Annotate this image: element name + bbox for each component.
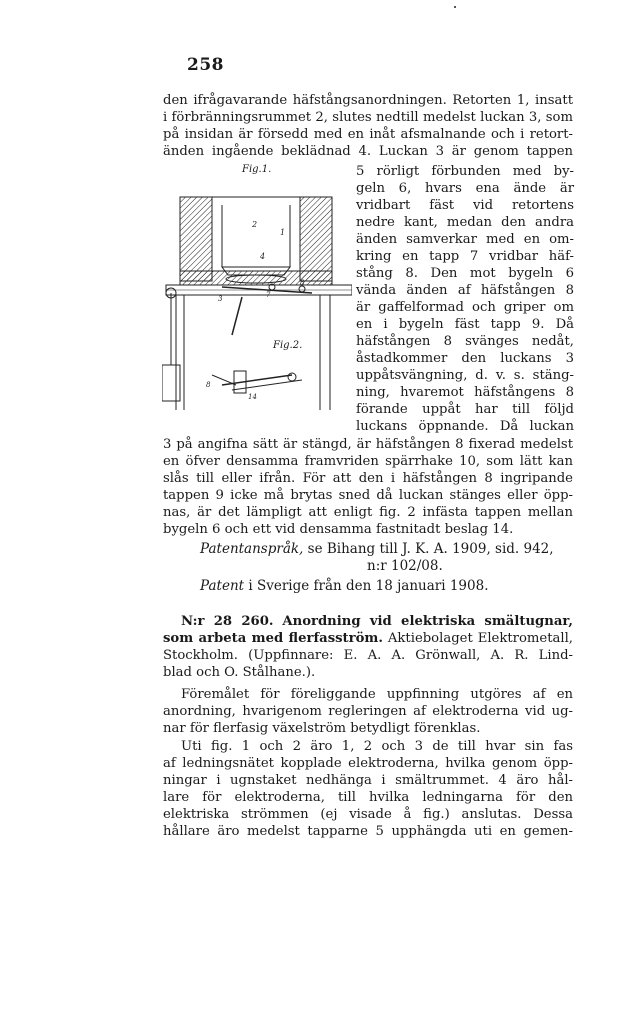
text-line: anordning, hvarigenom regleringen af elektroderna vid ug- [163,704,573,719]
patent-claims-reference [200,541,554,558]
text-line: vridbart fäst vid retortens [356,198,574,213]
text-line: är gaffelformad och griper om [356,300,574,315]
entry-2-applicant: Aktiebolaget Elektrometall, [387,631,573,646]
text-line: änden ingående beklädnad 4. Luckan 3 är genom tappen [163,144,573,159]
text-line: af ledningsnätet kopplade elektroderna, hvilka genom öpp- [163,756,573,771]
text-line: 3 på angifna sätt är stängd, är häfstången 8 fixerad medelst [163,437,573,452]
svg-text:7: 7 [266,291,271,299]
patent-figure [162,175,352,425]
text-line: änden samverkar med en om- [356,232,574,247]
text-line: bygeln 6 och ett vid densamma fastnitadt beslag 14. [163,522,514,537]
text-line: nas, är det lämpligt att enligt fig. 2 infästa tappen mellan [163,505,573,520]
text-line: nar för flerfasig växelström betydligt förenklas. [163,721,481,736]
text-line: häfstången 8 svänges nedåt, [356,334,574,349]
svg-text:3: 3 [218,295,223,303]
svg-text:14: 14 [248,393,257,401]
text-line: Föremålet för föreliggande uppfinning utgöres af en [181,687,573,702]
text-line: geln 6, hvars ena ände är [356,181,574,196]
entry-2-title-line [163,613,573,630]
patent-date-label: Patent [200,578,245,594]
text-line: ning, hvaremot häfstångens 8 [356,385,574,400]
text-line: tappen 9 icke må brytas sned då luckan stänges eller öpp- [163,488,573,503]
text-line: i förbränningsrummet 2, slutes nedtill medelst luckan 3, som [163,110,573,125]
entry-2-inventors-cont: blad och O. Stålhane.). [163,665,316,680]
paragraph-3 [163,738,573,840]
text-line: en öfver densamma framvriden spärrhake 10, som lätt kan [163,454,573,469]
text-line: kring en tapp 7 vridbar häf- [356,249,574,264]
page-number: 258 [187,55,224,75]
page-speck [454,6,456,8]
text-line: uppåtsvängning, d. v. s. stäng- [356,368,574,383]
text-line: åstadkommer den luckans 3 [356,351,574,366]
entry-2-number: N:r 28 260. [181,614,274,629]
patent-date-text: i Sverige från den 18 januari 1908. [248,578,489,594]
text-line: den ifrågavarande häfstångsanordningen. Retorten 1, insatt [163,93,573,108]
entry-2-heading [163,613,573,681]
text-line: elektriska strömmen (ej visade å fig.) anslutas. Dessa [163,807,573,822]
paragraph-1-narrow-column [356,163,574,435]
figure-1-label: Fig.1. [242,164,272,175]
paragraph-2 [163,686,573,737]
fig1-drawing [162,197,352,410]
text-line: Uti fig. 1 och 2 äro 1, 2 och 3 de till hvar sin fas [181,739,573,754]
text-line: förande uppåt har till följd [356,402,574,417]
patent-date [200,578,488,595]
text-line: vända änden af häfstången 8 [356,283,574,298]
fig2-drawing [206,371,302,401]
svg-text:8: 8 [300,279,305,287]
text-line: på insidan är försedd med en inåt afsmalnande och i retort- [163,127,573,142]
text-line: en i bygeln fäst tapp 9. Då [356,317,574,332]
text-line: lare för elektroderna, till hvilka ledningarna för den [163,790,573,805]
patent-claims-number: n:r 102/08. [367,558,443,574]
text-line: 5 rörligt förbunden med by- [356,164,574,179]
svg-text:2: 2 [252,220,258,229]
text-line: slås till eller ifrån. För att den i häfstången 8 ingripande [163,471,573,486]
entry-2-title-part1: Anordning vid elektriska smältugnar, [282,614,573,629]
text-line: luckans öppnande. Då luckan [356,419,574,434]
text-line: stång 8. Den mot bygeln 6 [356,266,574,281]
patent-claims-label: Patentanspråk, [200,541,304,557]
text-line: hållare äro medelst tapparne 5 upphängda uti en gemen- [163,824,573,839]
paragraph-1 [163,92,573,160]
patent-claims-text: se Bihang till J. K. A. 1909, sid. 942, [307,541,554,557]
paragraph-1-continued [163,436,573,538]
entry-2-title-line [163,630,573,647]
svg-text:8: 8 [206,381,211,389]
svg-text:1: 1 [280,228,286,237]
text-line: nedre kant, medan den andra [356,215,574,230]
figure-2-label: Fig.2. [273,340,303,351]
svg-text:4: 4 [260,252,266,261]
entry-2-inventors: Stockholm. (Uppfinnare: E. A. A. Grönwall, A. R. Lind- [163,648,573,663]
entry-2-title-part2: som arbeta med flerfasström. [163,631,383,646]
text-line: ningar i ugnstaket nedhänga i smältrummet. 4 äro hål- [163,773,573,788]
